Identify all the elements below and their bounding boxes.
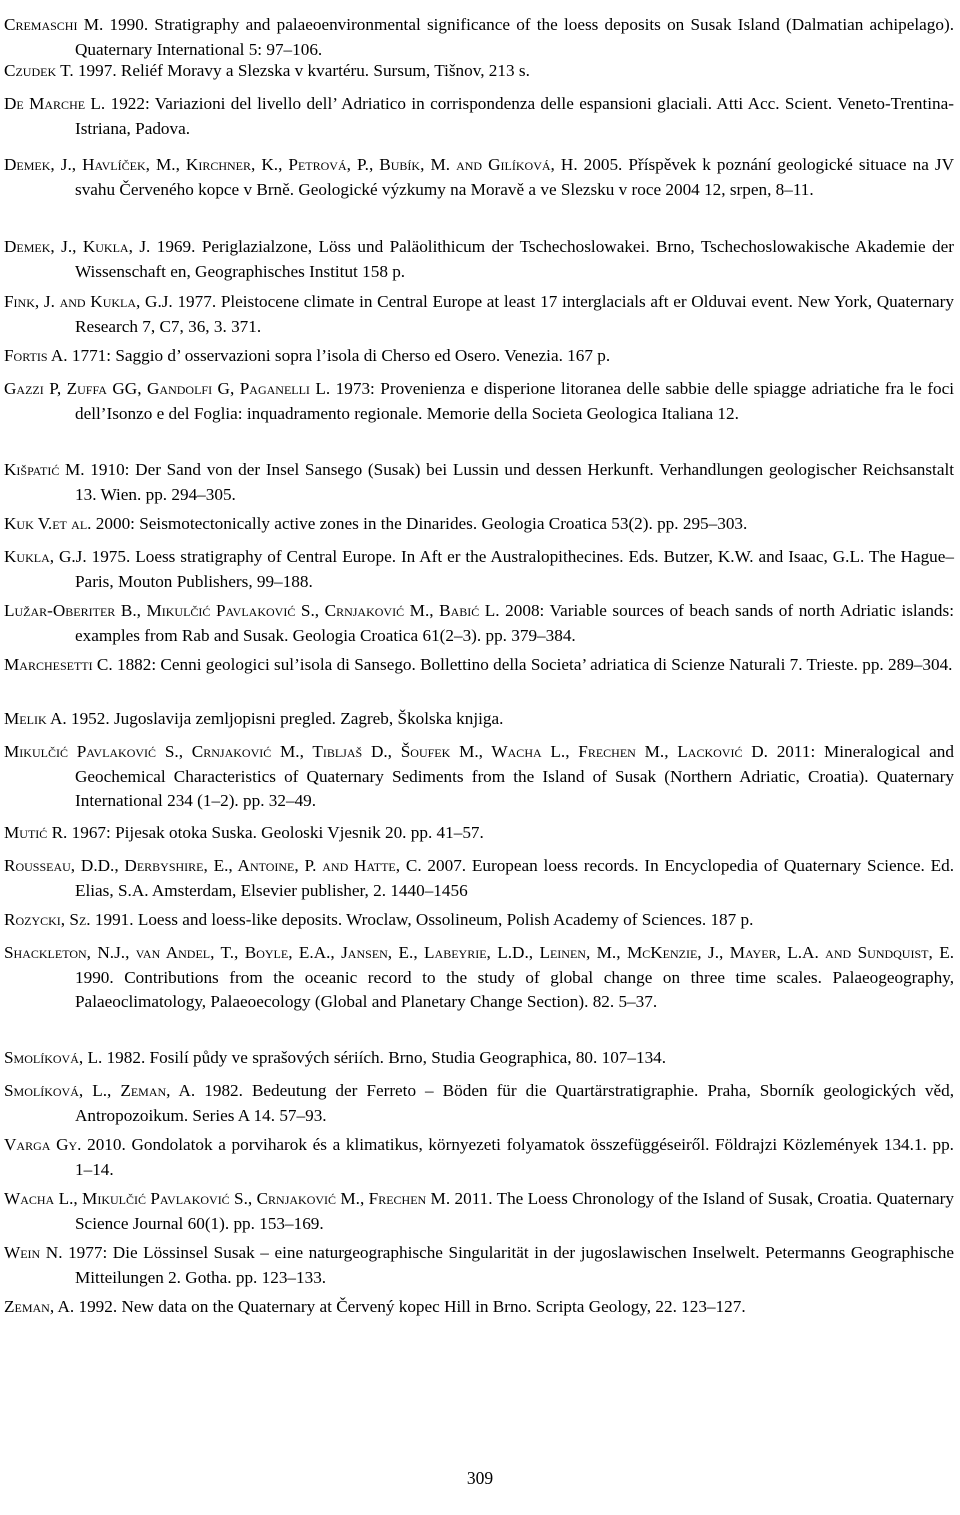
- reference-text: 1922: Variazioni del livello dell’ Adriatico in corrispondenza delle espansioni glaciali. Atti Acc. Scient. Veneto-Trentina-Istriana, Padova.: [75, 94, 955, 138]
- reference-entry: [4, 1295, 954, 1319]
- reference-text: 2007. European loess records. In Encyclopedia of Quaternary Science. Ed. Elias, S.A. Amsterdam, Elsevier publisher, 2. 1440–1456: [75, 856, 954, 900]
- reference-entry: [4, 377, 954, 426]
- reference-entry: [4, 344, 954, 368]
- reference-text: 2000: Seismotectonically active zones in the Dinarides. Geologia Croatica 53(2). pp. 295–303.: [91, 514, 748, 534]
- reference-text: 2008: Variable sources of beach sands of north Adriatic islands: examples from Rab and Susak. Geologia Croatica 61(2–3). pp. 379–384.: [75, 601, 954, 645]
- reference-entry: [4, 1241, 954, 1290]
- reference-text: 1982. Fosilí půdy ve sprašových sériích. Brno, Studia Geographica, 80. 107–134.: [102, 1048, 667, 1068]
- reference-authors: Demek, J., Havlíček, M., Kirchner, K., Petrová, P., Bubík, M. and Gilíková, H.: [4, 155, 578, 175]
- reference-authors: Rousseau, D.D., Derbyshire, E., Antoine, P. and Hatte, C.: [4, 856, 422, 876]
- reference-text: 1991. Loess and loess-like deposits. Wroclaw, Ossolineum, Polish Academy of Sciences. 187 p.: [90, 910, 754, 930]
- reference-entry: [4, 458, 954, 507]
- reference-entry: [4, 92, 954, 141]
- reference-text: 1992. New data on the Quaternary at Červený kopec Hill in Brno. Scripta Geology, 22. 123–127.: [74, 1297, 746, 1317]
- reference-text: 1952. Jugoslavija zemljopisni pregled. Zagreb, Školska knjiga.: [66, 709, 504, 729]
- reference-authors: Kuk V.et al.: [4, 514, 92, 534]
- reference-authors: Smolíková, L., Zeman, A.: [4, 1081, 196, 1101]
- reference-entry: [4, 59, 954, 83]
- reference-authors: Melik A.: [4, 709, 67, 729]
- reference-authors: Kišpatić M.: [4, 460, 85, 480]
- reference-authors: Czudek T.: [4, 61, 74, 81]
- reference-entry: [4, 653, 954, 677]
- reference-authors: Smolíková, L.: [4, 1048, 103, 1068]
- reference-authors: Lužar-Oberiter B., Mikulčić Pavlaković S., Crnjaković M., Babić L.: [4, 601, 500, 621]
- reference-authors: Rozycki, Sz.: [4, 910, 91, 930]
- reference-authors: Wacha L., Mikulčić Pavlaković S., Crnjaković M., Frechen M.: [4, 1189, 451, 1209]
- reference-text: 1977: Die Lössinsel Susak – eine naturgeographische Singularität in der jugoslawischen Inselwelt. Petermanns Geographische Mitteilungen 2. Gotha. pp. 123–133.: [62, 1243, 954, 1287]
- reference-text: 1975. Loess stratigraphy of Central Europe. In Aft er the Australopithecines. Eds. Butzer, K.W. and Isaac, G.L. The Hague–Paris, Mouton Publishers, 99–188.: [75, 547, 954, 591]
- reference-entry: [4, 1046, 954, 1070]
- reference-authors: Wein N.: [4, 1243, 63, 1263]
- reference-text: 1997. Reliéf Moravy a Slezska v kvartéru. Sursum, Tišnov, 213 s.: [73, 61, 530, 81]
- reference-entry: [4, 235, 954, 284]
- page-number: 309: [466, 1468, 494, 1488]
- reference-entry: [4, 854, 954, 903]
- reference-authors: Mutić R.: [4, 823, 68, 843]
- reference-authors: Cremaschi M.: [4, 15, 104, 35]
- reference-entry: [4, 1133, 954, 1182]
- reference-text: 1882: Cenni geologici sul’isola di Sansego. Bollettino della Societa’ adriatica di Scienze Naturali 7. Trieste. pp. 289–304.: [112, 655, 953, 675]
- reference-text: 2005. Příspěvek k poznání geologické situace na JV svahu Červeného kopce v Brně. Geologické výzkumy na Moravě a ve Slezsku v roce 2004 12, srpen, 8–11.: [75, 155, 954, 199]
- reference-entry: [4, 512, 954, 536]
- reference-text: 1982. Bedeutung der Ferreto – Böden für die Quartärstratigraphie. Praha, Sborník geologických věd, Antropozoikum. Series A 14. 57–93.: [75, 1081, 954, 1125]
- reference-entry: [4, 908, 954, 932]
- reference-text: 1967: Pijesak otoka Suska. Geoloski Vjesnik 20. pp. 41–57.: [67, 823, 484, 843]
- reference-authors: Fortis A.: [4, 346, 68, 366]
- reference-entry: [4, 740, 954, 813]
- reference-entry: [4, 599, 954, 648]
- reference-text: 1910: Der Sand von der Insel Sansego (Susak) bei Lussin und dessen Herkunft. Verhandlungen geologischer Reichsanstalt 13. Wien. pp. 294–305.: [75, 460, 955, 504]
- reference-authors: Shackleton, N.J., van Andel, T., Boyle, E.A., Jansen, E., Labeyrie, L.D., Leinen, M., McKenzie, J., Mayer, L.A. and Sundquist, E.: [4, 943, 954, 963]
- reference-entry: [4, 707, 954, 731]
- reference-text: 2011: Mineralogical and Geochemical Characteristics of Quaternary Sediments from the Island of Susak (Northern Adriatic, Croatia). Quaternary International 234 (1–2). pp. 32–49.: [75, 742, 954, 810]
- reference-text: 1771: Saggio d’ osservazioni sopra l’isola di Cherso ed Osero. Venezia. 167 p.: [67, 346, 611, 366]
- reference-entry: [4, 821, 954, 845]
- reference-text: 2010. Gondolatok a porviharok és a klimatikus, környezeti folyamatok összefüggéseiről. Földrajzi Közlemények 134.1. pp. 1–14.: [75, 1135, 954, 1179]
- reference-text: 1969. Periglazialzone, Löss und Paläolithicum der Tschechoslowakei. Brno, Tschechoslowakische Akademie der Wissenschaft en, Geographisches Institut 158 p.: [75, 237, 954, 281]
- reference-authors: Varga Gy.: [4, 1135, 82, 1155]
- reference-text: 1973: Provenienza e disperione litoranea delle sabbie delle spiagge adriatiche fra le foci dell’Isonzo e del Foglia: inquadramento regionale. Memorie della Societa Geologica Italiana 12.: [75, 379, 954, 423]
- reference-entry: [4, 1187, 954, 1236]
- reference-entry: [4, 13, 954, 62]
- reference-text: 1977. Pleistocene climate in Central Europe at least 17 interglacials aft er Olduvai event. New York, Quaternary Research 7, C7, 36, 3. 371.: [75, 292, 954, 336]
- reference-entry: [4, 290, 954, 339]
- reference-entry: [4, 545, 954, 594]
- reference-authors: Zeman, A.: [4, 1297, 75, 1317]
- reference-authors: Marchesetti C.: [4, 655, 113, 675]
- reference-text: 1990. Contributions from the oceanic record to the study of global change on three time scales. Palaeogeography, Palaeoclimatology, Palaeoecology (Global and Planetary Change Section). 82. 5–37.: [75, 967, 954, 1011]
- reference-text: 1990. Stratigraphy and palaeoenvironmental significance of the loess deposits on Susak Island (Dalmatian achipelago). Quaternary International 5: 97–106.: [75, 15, 954, 59]
- reference-authors: Demek, J., Kukla, J.: [4, 237, 151, 257]
- reference-authors: Mikulčić Pavlaković S., Crnjaković M., Tibljaš D., Šoufek M., Wacha L., Frechen M., Lacković D.: [4, 742, 768, 762]
- reference-entry: [4, 941, 954, 1014]
- reference-entry: [4, 1079, 954, 1128]
- reference-authors: Kukla, G.J.: [4, 547, 87, 567]
- reference-entry: [4, 153, 954, 202]
- reference-authors: De Marche L.: [4, 94, 106, 114]
- reference-text: 2011. The Loess Chronology of the Island of Susak, Croatia. Quaternary Science Journal 60(1). pp. 153–169.: [75, 1189, 954, 1233]
- reference-authors: Gazzi P, Zuffa GG, Gandolfi G, Paganelli L.: [4, 379, 331, 399]
- reference-authors: Fink, J. and Kukla, G.J.: [4, 292, 173, 312]
